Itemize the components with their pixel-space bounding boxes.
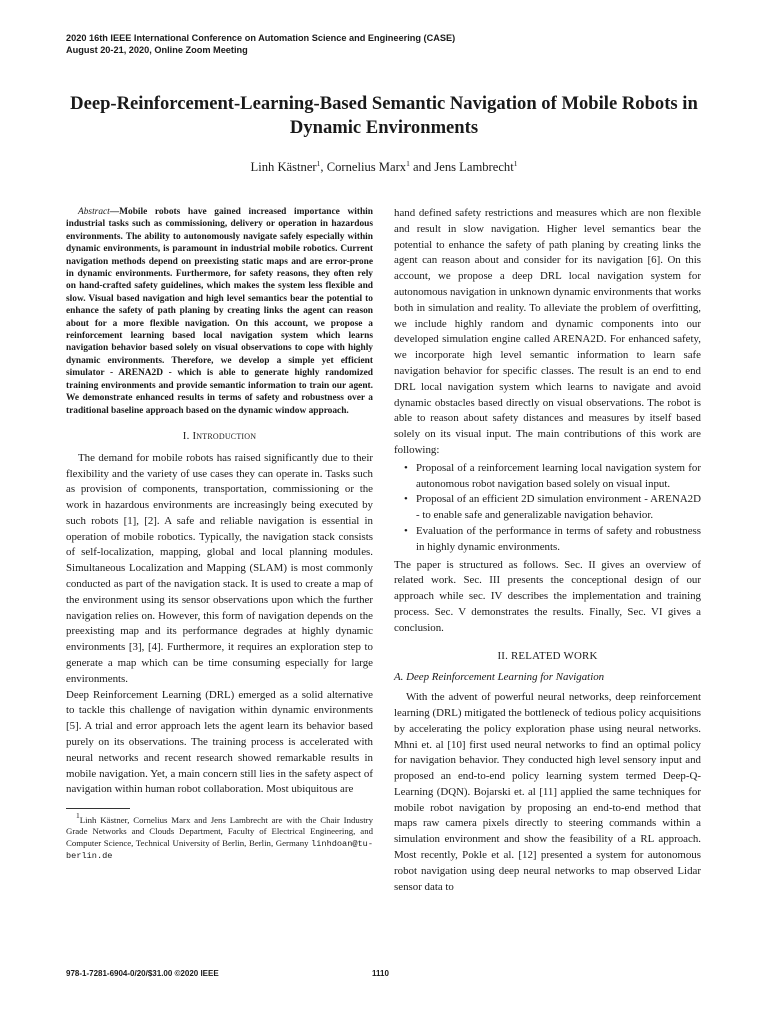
author-affiliation-marker: 1	[513, 159, 518, 168]
section-title: Introduction	[192, 429, 257, 442]
abstract	[66, 206, 373, 417]
footnote-text: Linh Kästner, Cornelius Marx and Jens Lambrecht are with the Chair Industry Grade Networks and Clouds Department, Faculty of Electrical Engineering, and Computer Science, Technical University of Berlin, Berlin, Germany	[66, 815, 373, 848]
contribution-item	[404, 492, 701, 524]
conference-name: 2020 16th IEEE International Conference on Automation Science and Engineering (CASE)	[66, 33, 456, 43]
author-separator: and	[409, 160, 435, 174]
conference-header	[66, 32, 455, 56]
abstract-dash: —	[109, 207, 120, 217]
contribution-text: Proposal of an efficient 2D simulation environment - ARENA2D - to enable safe and generalizable navigation behavior.	[416, 493, 701, 522]
bullet-icon: •	[404, 524, 408, 537]
right-column	[394, 206, 701, 895]
conference-date: August 20-21, 2020, Online Zoom Meeting	[66, 45, 248, 55]
abstract-text: Mobile robots have gained increased importance within industrial tasks such as commissioning, delivery or operation in hazardous environments. The ability to autonomously navigate safely especially within dynamic environments, is paramount in industrial mobile robotics. Current navigation methods depend on preexisting static maps and are error-prone in dynamic environments. Furthermore, for safety reasons, they often rely on hand-crafted safety guidelines, which makes the system less flexible and slow. Visual based navigation and high level semantics bear the potential to enhance the safety of path planing by creating links the agent can reason about for a more flexible navigation. On this account, we propose a reinforcement learning based local navigation system which learns navigation behavior based solely on visual observations to cope with highly dynamic environments. Therefore, we develop a simple yet efficient simulator - ARENA2D - which is able to generate highly randomized training environments and provide semantic information to train our agent. We demonstrate enhanced results in terms of safety and robustness over a traditional baseline approach based on the dynamic window approach.	[66, 207, 373, 416]
contribution-item	[404, 524, 701, 556]
author-affiliation-marker: 1	[316, 159, 321, 168]
bullet-icon: •	[404, 493, 408, 506]
footnote-divider	[66, 808, 130, 809]
contribution-text: Evaluation of the performance in terms of safety and robustness in highly dynamic environments.	[416, 524, 701, 553]
contribution-text: Proposal of a reinforcement learning local navigation system for autonomous robot navigation based solely on visual input.	[416, 461, 701, 490]
footnote-marker: 1	[76, 811, 80, 821]
paper-title: Deep-Reinforcement-Learning-Based Semantic Navigation of Mobile Robots in Dynamic Environments	[70, 93, 698, 138]
author-name: Linh Kästner	[250, 160, 317, 174]
subsection-heading-drl-navigation: A. Deep Reinforcement Learning for Navigation	[394, 671, 605, 684]
left-column	[66, 206, 373, 862]
contribution-item	[404, 461, 701, 493]
footer-isbn: 978-1-7281-6904-0/20/$31.00 ©2020 IEEE	[66, 969, 219, 978]
intro-paragraph: Deep Reinforcement Learning (DRL) emerged as a solid alternative to tackle this challenge of navigation within dynamic environments [5]. A trial and error approach lets the agent learn its behavior based purely on its observations. The training process is accelerated with neural networks and recent research showed remarkable results in mobile navigation. Yet, a main concern still lies in the safety aspect of navigation within human robot collaboration. Most ubiquitous are	[66, 688, 373, 796]
contributions-list	[394, 461, 701, 556]
author-email: linhdoan@tu-berlin.de	[66, 838, 373, 861]
abstract-label: Abstract	[78, 207, 110, 217]
structure-paragraph: The paper is structured as follows. Sec. II gives an overview of related work. Sec. III presents the conceptional design of our approach while sec. IV describes the implementation and training process. Sec. V demonstrates the results. Finally, Sec. VI gives a conclusion.	[394, 558, 701, 634]
author-list	[40, 160, 728, 175]
related-work-paragraph: With the advent of powerful neural networks, deep reinforcement learning (DRL) mitigated the bottleneck of tedious policy acquisitions by accelerating the policy exploration phase using neural networks. Mhni et. al [10] first used neural networks to find an optimal policy for navigation behavior. They conducted high level sensory input and proposed an end-to-end policy learning system termed Deep-Q-Learning (DQN). Bojarski et. al [11] applied the same techniques for mobile robot navigation by proposing an end-to-end method that maps raw camera pixels directly to steering commands within a simulation environment and show the feasibility of a RL approach. Most recently, Pokle et al. [12] presented a system for autonomous robot navigation using deep neural networks to map observed Lidar sensor data to	[394, 691, 701, 893]
author-footnote	[66, 811, 373, 862]
bullet-icon: •	[404, 461, 408, 474]
section-heading-related-work: II. RELATED WORK	[497, 649, 598, 662]
author-name: Jens Lambrecht	[434, 160, 514, 174]
page-number: 1110	[372, 969, 389, 978]
author-name: Cornelius Marx	[326, 160, 407, 174]
section-heading-introduction	[66, 429, 373, 445]
intro-paragraph: The demand for mobile robots has raised significantly due to their flexibility and the variety of use cases they can operate in. Tasks such as provision of components, transportation, commissioning or the work in hazardous environments are increasingly being executed by such robots [1], [2]. A safe and reliable navigation is essential in operation of mobile robotics. Typically, the navigation stack consists of self-localization, mapping, global and local planning modules. Simultaneous Localization and Mapping (SLAM) is most commonly conducted as part of the navigation stack. It is used to create a map of the environment using its sensor observations upon which the further navigation relies on. However, this form of navigation depends on the preexisting map and its performance degrades at highly dynamic environments [3], [4]. Furthermore, it requires an exploration step to generate a map which can be time consuming especially for large environments.	[66, 451, 373, 685]
author-affiliation-marker: 1	[406, 159, 410, 168]
author-separator: ,	[320, 160, 327, 174]
intro-continuation-paragraph: hand defined safety restrictions and measures which are non flexible and result in slow navigation. Higher level semantics bear the potential to enhance the safety of path planing by creating links the agent can reason about and consider for its navigation [6]. On this account, we propose a deep DRL local navigation system for autonomous navigation in unknown dynamic environments that works both in simulation and reality. To alleviate the problem of overfitting, we include highly random and dynamic components into our developed simulation engine called ARENA2D. For enhanced safety, we incorporate high level semantic information to learn safe navigation behavior for specific classes. The result is an end to end DRL local navigation system which learns to navigate and avoid dynamic obstacles based directly on visual observations. The robot is able to reason about safety distances and measures by itself based solely on its visual input. The main contributions of this work are following:	[394, 207, 702, 456]
section-number: I.	[182, 429, 193, 442]
